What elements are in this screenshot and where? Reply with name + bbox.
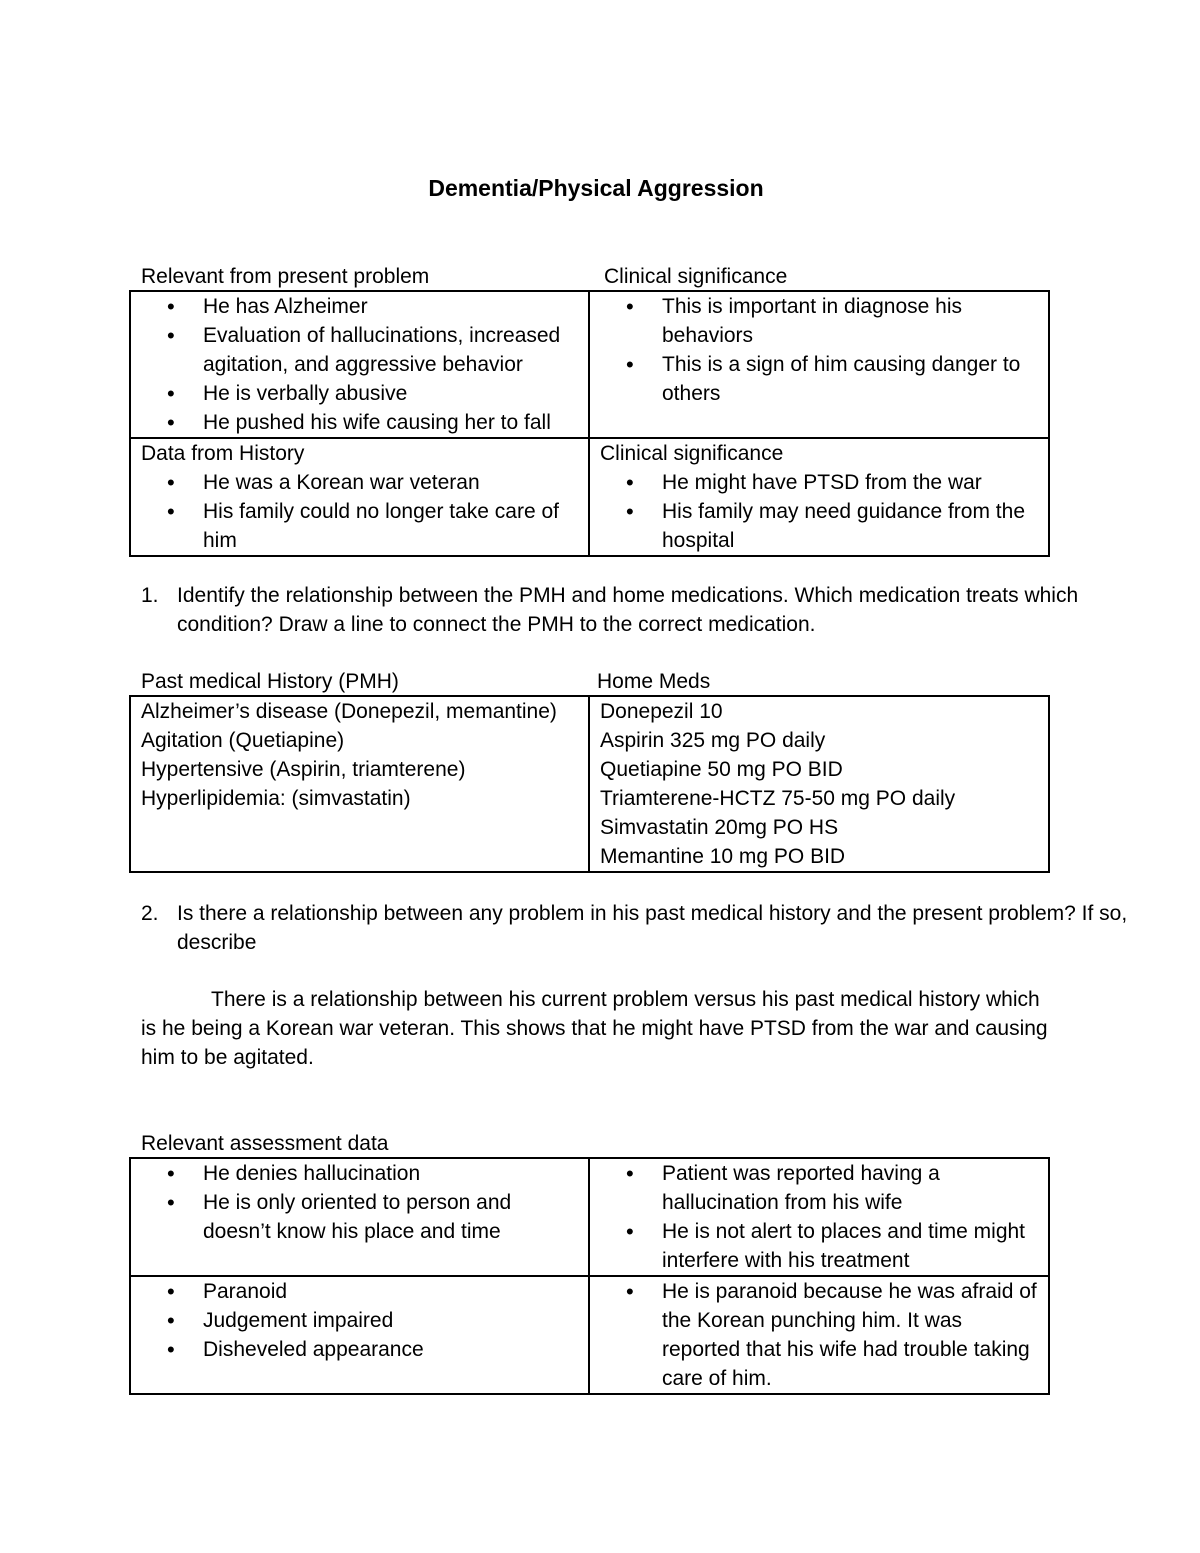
present-problem-cell [130,291,589,438]
list-item: • He is paranoid because he was afraid of the Korean punching him. It was reported that his wife had trouble taking care of him. [590,1277,1042,1393]
list-item: • He is only oriented to person and doesn’t know his place and time [131,1188,582,1246]
list-item: • His family could no longer take care of him [131,497,582,555]
list-item: • This is a sign of him causing danger to others [590,350,1042,408]
pmh-item: Alzheimer’s disease (Donepezil, memantine) [141,700,557,723]
question-2-number: 2. [141,902,159,925]
pmh-header: Past medical History (PMH) [141,670,399,693]
med-item: Simvastatin 20mg PO HS [600,816,839,839]
pmh-item: Hypertensive (Aspirin, triamterene) [141,758,466,781]
history-significance-header: Clinical significance [600,442,784,465]
pmh-item: Hyperlipidemia: (simvastatin) [141,787,411,810]
question-1 [95,581,1137,639]
list-item: • He was a Korean war veteran [131,468,582,497]
table1-right-header: Clinical significance [604,265,788,288]
history-header: Data from History [141,442,305,465]
question-1-number: 1. [141,584,159,607]
list-item: • Judgement impaired [131,1306,582,1335]
list-item: • Patient was reported having a hallucination from his wife [590,1159,1042,1217]
question-2 [95,899,1147,957]
list-item: • He might have PTSD from the war [590,468,1042,497]
assessment-cell [130,1158,589,1276]
assessment-significance-cell [589,1158,1049,1276]
assessment-cell [130,1276,589,1394]
list-item: • He has Alzheimer [131,292,582,321]
list-item: • Paranoid [131,1277,582,1306]
present-significance-cell [589,291,1049,438]
list-item: • He is verbally abusive [131,379,582,408]
question-1-text: Identify the relationship between the PMH and home medications. Which medication treats which condition? Draw a line to connect the PMH to the correct medication. [177,584,1079,636]
meds-cell [589,696,1049,872]
history-cell [130,438,589,556]
med-item: Aspirin 325 mg PO daily [600,729,826,752]
med-item: Donepezil 10 [600,700,723,723]
history-significance-cell [589,438,1049,556]
list-item: • He is not alert to places and time might interfere with his treatment [590,1217,1042,1275]
list-item: • This is important in diagnose his behaviors [590,292,1042,350]
med-item: Memantine 10 mg PO BID [600,845,846,868]
pmh-item: Agitation (Quetiapine) [141,729,345,752]
list-item: • Evaluation of hallucinations, increased agitation, and aggressive behavior [131,321,582,379]
list-item: • His family may need guidance from the hospital [590,497,1042,555]
pmh-cell [130,696,589,872]
question-2-text: Is there a relationship between any problem in his past medical history and the present problem? If so, describe [177,902,1128,954]
assessment-table [129,1157,1050,1395]
assessment-significance-cell [589,1276,1049,1394]
pmh-meds-table [129,695,1050,873]
med-item: Quetiapine 50 mg PO BID [600,758,843,781]
page-title: Dementia/Physical Aggression [428,175,764,201]
table1-left-header: Relevant from present problem [141,265,430,288]
present-problem-table [129,290,1050,557]
answer-paragraph: There is a relationship between his current problem versus his past medical history which is he being a Korean war veteran. This shows that he might have PTSD from the war and causing him to be agitated. [141,988,1048,1069]
med-item: Triamterene-HCTZ 75-50 mg PO daily [600,787,956,810]
list-item: • He denies hallucination [131,1159,582,1188]
list-item: • Disheveled appearance [131,1335,582,1364]
assessment-header: Relevant assessment data [141,1132,389,1155]
home-meds-header: Home Meds [597,670,711,693]
list-item: • He pushed his wife causing her to fall [131,408,582,437]
